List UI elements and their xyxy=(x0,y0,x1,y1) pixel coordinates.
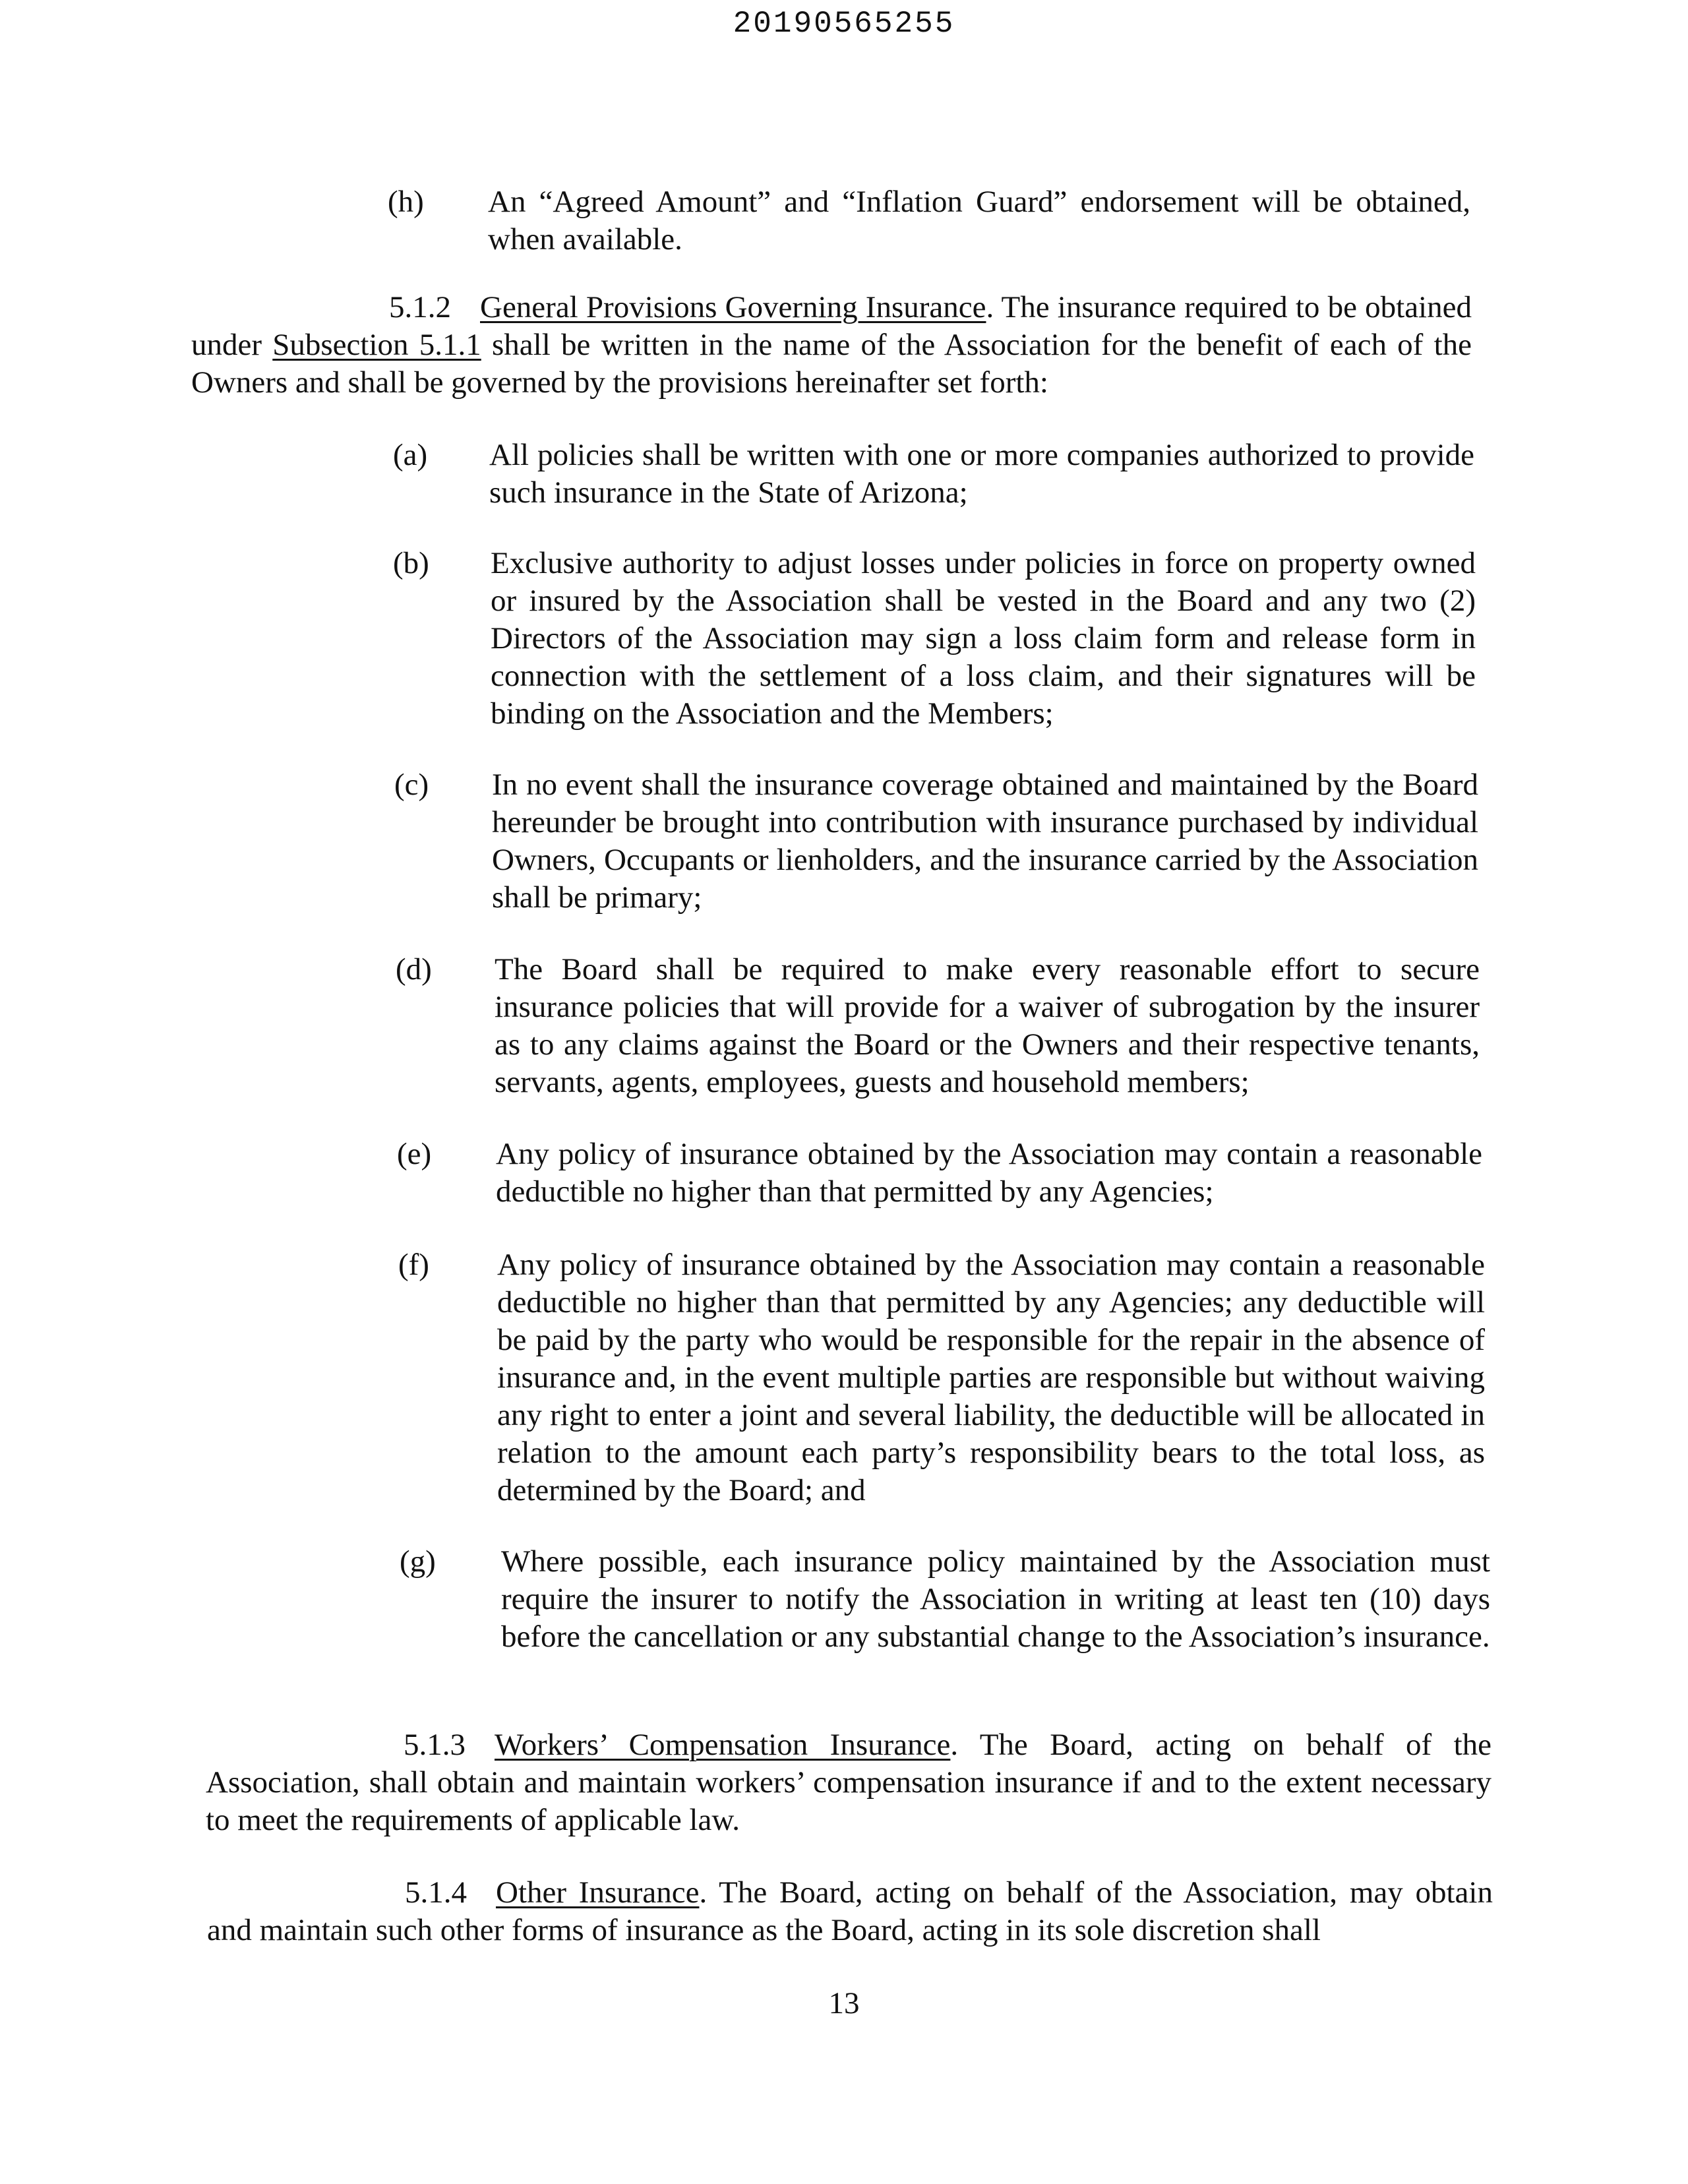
section-5-1-2-paragraph xyxy=(191,289,1472,402)
item-text: Where possible, each insurance policy maintained by the Association must require the insurer to notify the Association in writing at least ten (10) days before the cancellation or any substantial change to the Association’s insurance. xyxy=(501,1544,1490,1654)
item-text: Any policy of insurance obtained by the Association may contain a reasonable deductible no higher than that permitted by any Agencies; xyxy=(496,1137,1482,1209)
document-number: 20190565255 xyxy=(733,7,955,41)
item-text: All policies shall be written with one or more companies authorized to provide such insurance in the State of Arizona; xyxy=(489,438,1474,510)
section-number: 5.1.4 xyxy=(405,1875,467,1910)
item-text: Any policy of insurance obtained by the Association may contain a reasonable deductible no higher than that permitted by any Agencies; any deductible will be paid by the party who would be responsible for the repair in the absence of insurance and, in the event multiple parties are responsible but without waiving any right to enter a joint and several liability, the deductible will be allocated in relation to the amount each party’s responsibility bears to the total loss, as determined by the Board; and xyxy=(497,1248,1485,1507)
item-text: Exclusive authority to adjust losses under policies in force on property owned or insured by the Association shall be vested in the Board and any two (2) Directors of the Association may sign a loss claim form and release form in connection with the settlement of a loss claim, and their signatures will be binding on the Association and the Members; xyxy=(491,546,1476,731)
section-text: . The Board, acting on behalf of the Association, shall obtain and maintain workers’ compensation insurance if and to the extent necessary to meet the requirements of applicable law. xyxy=(206,1728,1492,1837)
page-number: 13 xyxy=(828,1986,860,2020)
section-text: . The insurance required to be obtained under xyxy=(191,290,1472,362)
section-number: 5.1.2 xyxy=(389,290,451,324)
item-label: (c) xyxy=(394,768,429,802)
section-heading: Workers’ Compensation Insurance xyxy=(495,1728,951,1762)
item-label: (g) xyxy=(400,1544,436,1579)
item-label: (d) xyxy=(396,952,432,986)
item-label: (e) xyxy=(397,1137,432,1171)
item-text: An “Agreed Amount” and “Inflation Guard” endorsement will be obtained, when available. xyxy=(488,185,1470,257)
section-5-1-3-paragraph xyxy=(206,1726,1492,1839)
list-item-h xyxy=(0,183,1688,262)
section-text: shall be written in the name of the Association for the benefit of each of the Owners and shall be governed by the provisions hereinafter set forth: xyxy=(191,328,1472,400)
subsection-reference: Subsection 5.1.1 xyxy=(272,328,481,362)
item-label: (f) xyxy=(398,1248,429,1282)
section-heading: General Provisions Governing Insurance xyxy=(480,290,986,324)
item-text: The Board shall be required to make every reasonable effort to secure insurance policies that will provide for a waiver of subrogation by the insurer as to any claims against the Board or the Owners and their respective tenants, servants, agents, employees, guests and household members; xyxy=(495,952,1480,1099)
item-text: In no event shall the insurance coverage obtained and maintained by the Board hereunder be brought into contribution with insurance purchased by individual Owners, Occupants or lienholders, and the insurance carried by the Association shall be primary; xyxy=(492,768,1478,915)
item-label: (a) xyxy=(393,438,428,472)
section-heading: Other Insurance xyxy=(496,1875,700,1910)
section-text: . The Board, acting on behalf of the Association, may obtain and maintain such other forms of insurance as the Board, acting in its sole discretion shall xyxy=(207,1875,1493,1947)
section-5-1-4-paragraph xyxy=(207,1874,1493,1949)
item-label: (h) xyxy=(388,185,424,219)
section-number: 5.1.3 xyxy=(404,1728,466,1762)
item-label: (b) xyxy=(393,546,429,580)
